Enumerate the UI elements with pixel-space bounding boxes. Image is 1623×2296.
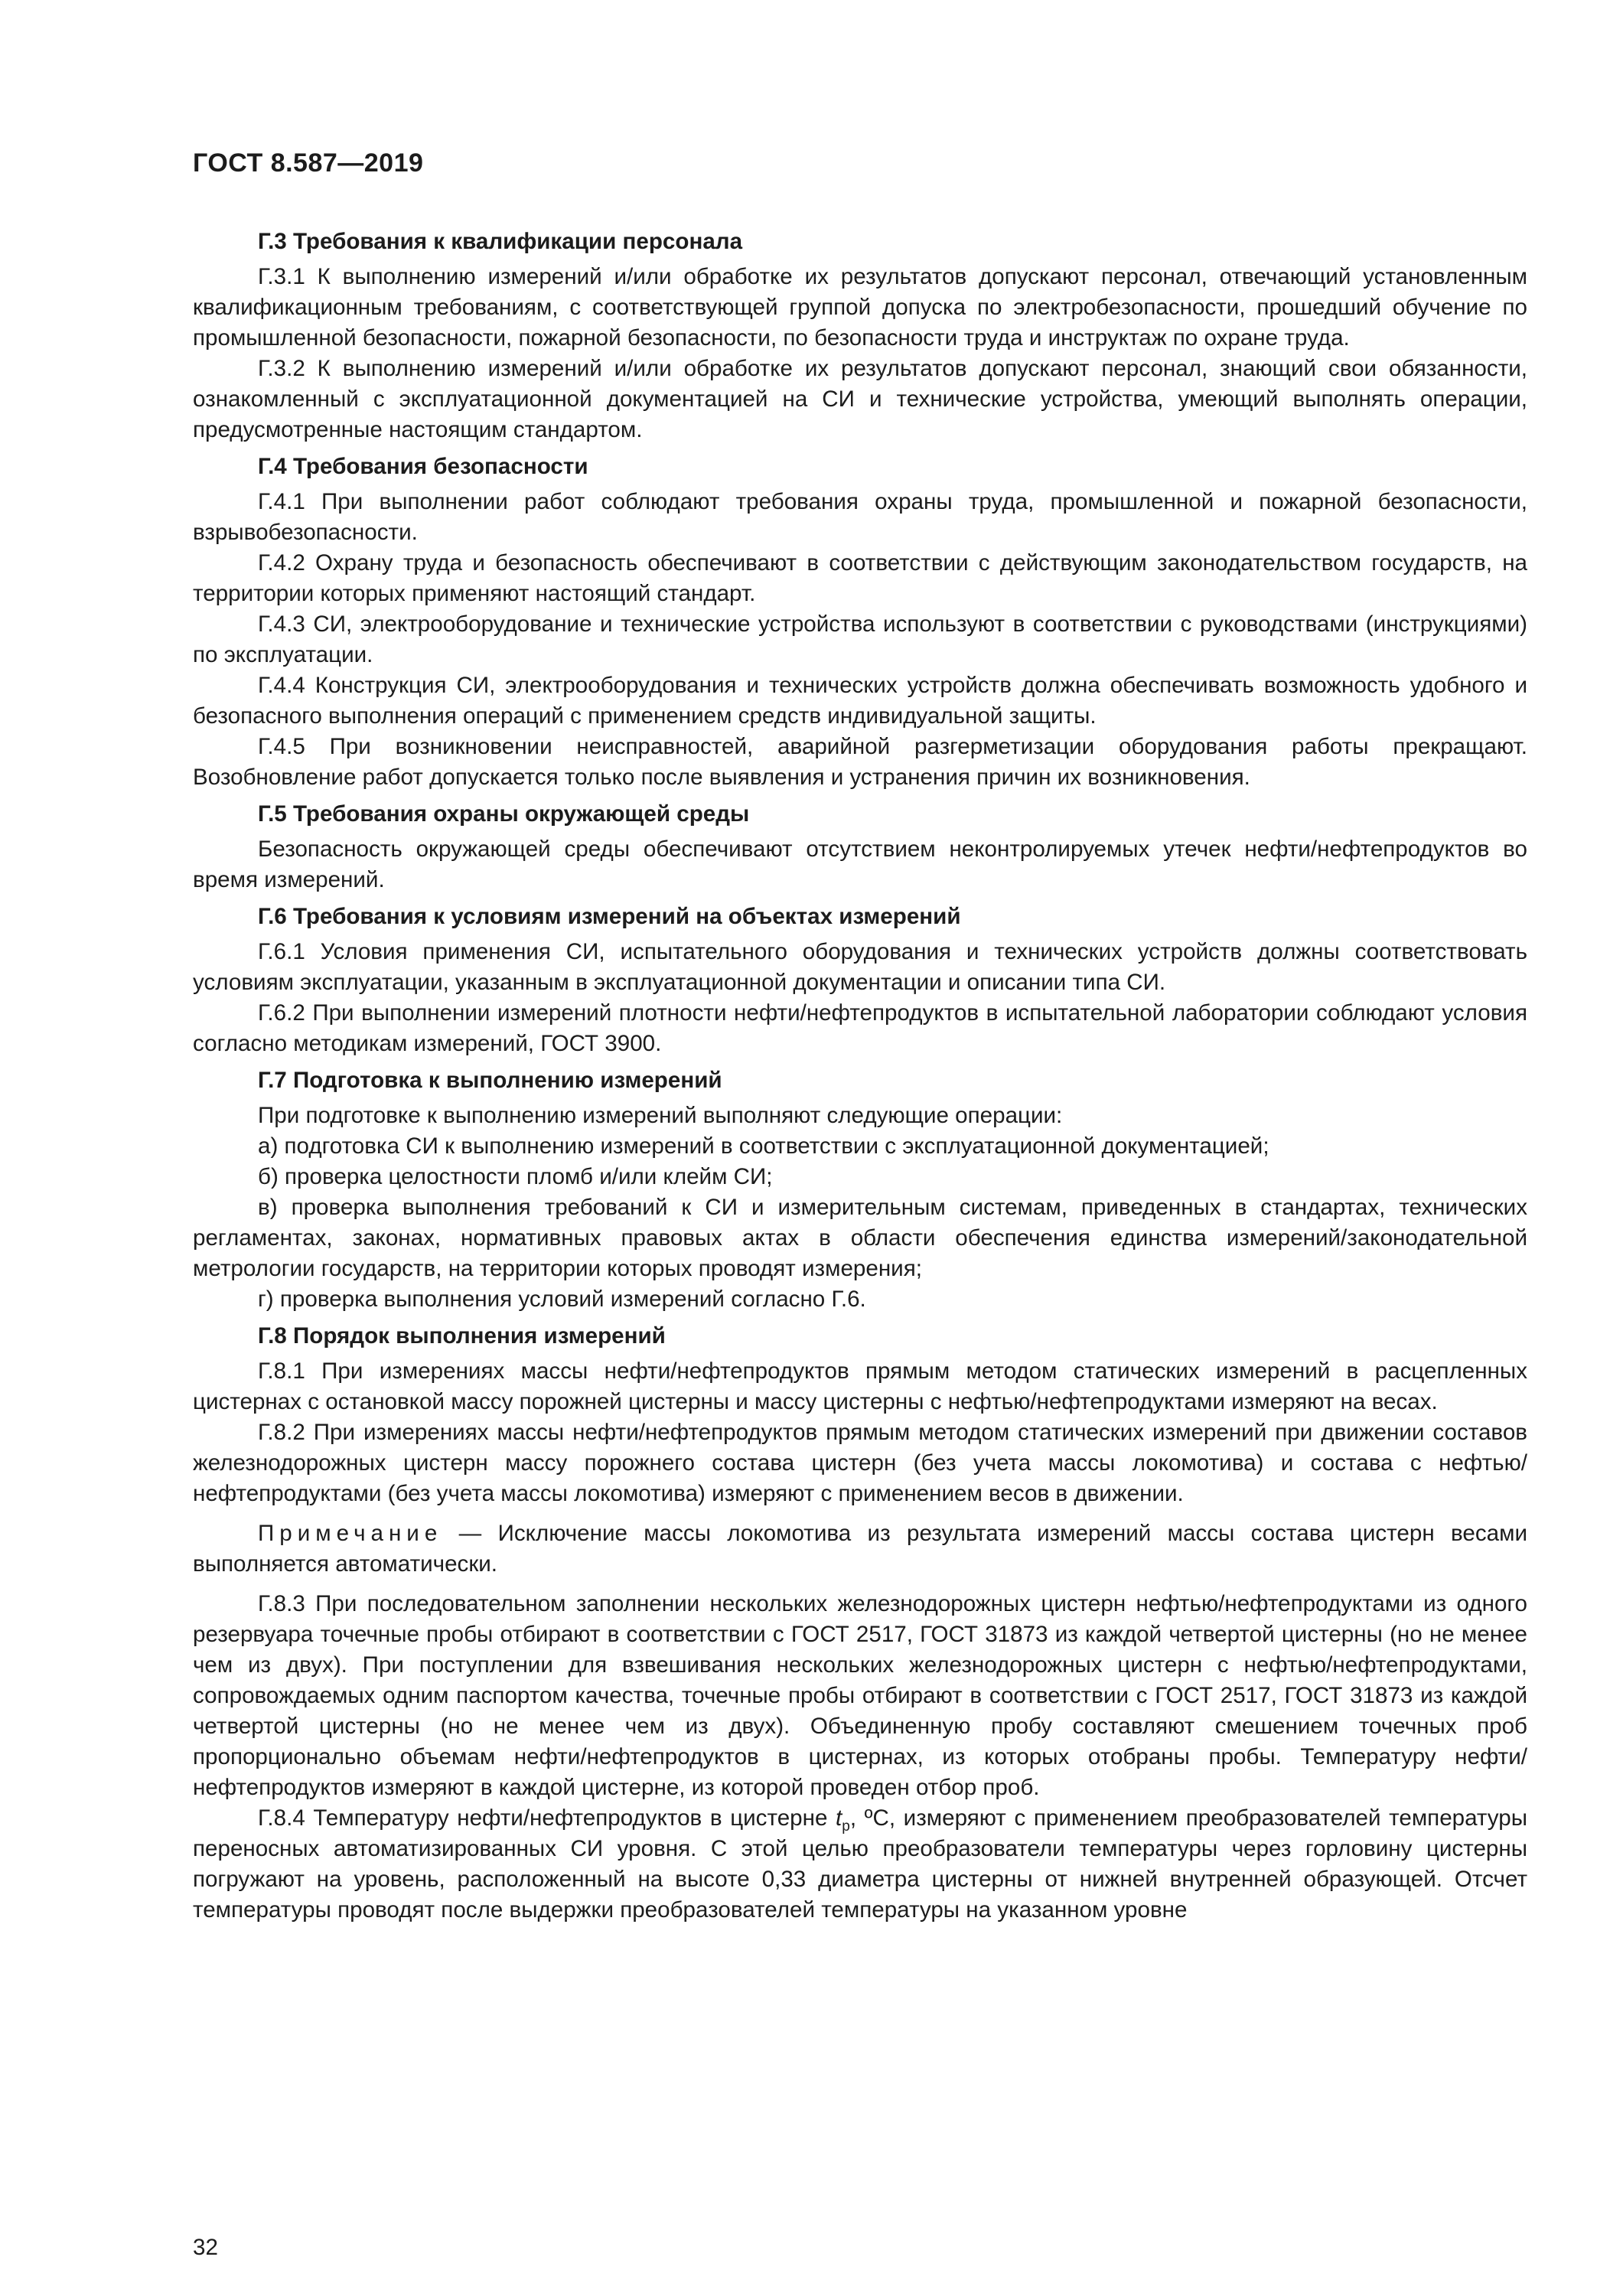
paragraph-g3-1: Г.3.1 К выполнению измерений и/или обработке их результатов допускают персонал, отвечающий установленным квалификационным требованиям, с соответствующей группой допуска по электробезопасности, прошедший обучение по промышленной безопасности, пожарной безопасности, по безопасности труда и инструктаж по охране труда. (193, 264, 1527, 351)
section-g8-heading: Г.8 Порядок выполнения измерений (258, 1323, 666, 1349)
paragraph-g8-4-end: , ºС, измеряют с применением преобразователей температуры переносных автоматизированных СИ уровня. С этой целью преобразователи температуры через горловину цистерны погружают на уровень, расположенный на высоте 0,33 диаметра цистерны от нижней внутренней образующей. Отсчет температуры проводят после выдержки преобразователей температуры на указанном уровне (193, 1805, 1528, 1923)
paragraph-g8-1: Г.8.1 При измерениях массы нефти/нефтепродуктов прямым методом статических измерений в расцепленных цистернах с остановкой массу порожней цистерны и массу цистерны с нефтью/нефтепродуктами измеряют на весах. (193, 1358, 1527, 1414)
section-g6-heading: Г.6 Требования к условиям измерений на объектах измерений (258, 904, 961, 929)
paragraph-g6-1: Г.6.1 Условия применения СИ, испытательного оборудования и технических устройств должны соответствовать условиям эксплуатации, указанным в эксплуатационной документации и описании типа СИ. (193, 939, 1527, 995)
paragraph-g7-intro: При подготовке к выполнению измерений выполняют следующие операции: (258, 1103, 1063, 1128)
paragraph-g8-4 (193, 1803, 1527, 1926)
note (193, 1518, 1527, 1580)
section-g5-heading: Г.5 Требования охраны окружающей среды (258, 801, 750, 827)
list-item-b: б) проверка целостности пломб и/или клейм СИ; (258, 1164, 773, 1189)
document-header: ГОСТ 8.587—2019 (193, 148, 424, 178)
paragraph-g4-4: Г.4.4 Конструкция СИ, электрооборудования и технических устройств должна обеспечивать возможность удобного и безопасного выполнения операций с применением средств индивидуальной защиты. (193, 673, 1527, 729)
paragraph-g4-3: Г.4.3 СИ, электрооборудование и технические устройства используют в соответствии с руководствами (инструкциями) по эксплуатации. (193, 612, 1527, 667)
paragraph-g3-2: Г.3.2 К выполнению измерений и/или обработке их результатов допускают персонал, знающий свои обязанности, ознакомленный с эксплуатационной документацией на СИ и технические устройства, умеющий выполнять операции, предусмотренные настоящим стандартом. (193, 356, 1527, 442)
paragraph-g8-2: Г.8.2 При измерениях массы нефти/нефтепродуктов прямым методом статических измерений при движении составов железнодорожных цистерн массу порожнего состава цистерн (без учета массы локомотива) и состава с нефтью/нефтепродуктами (без учета массы локомотива) измеряют с применением весов в движении. (193, 1420, 1527, 1506)
list-item-a: а) подготовка СИ к выполнению измерений в соответствии с эксплуатационной документацией; (258, 1133, 1269, 1159)
paragraph-g4-2: Г.4.2 Охрану труда и безопасность обеспечивают в соответствии с действующим законодательством государств, на территории которых применяют настоящий стандарт. (193, 550, 1527, 606)
paragraph-g6-2: Г.6.2 При выполнении измерений плотности нефти/нефтепродуктов в испытательной лаборатории соблюдают условия согласно методикам измерений, ГОСТ 3900. (193, 1000, 1527, 1056)
temperature-subscript: р (842, 1818, 850, 1835)
paragraph-g8-3: Г.8.3 При последовательном заполнении нескольких железнодорожных цистерн нефтью/нефтепродуктами из одного резервуара точечные пробы отбирают в соответствии с ГОСТ 2517, ГОСТ 31873 из каждой четвертой цистерны (но не менее чем из двух). При поступлении для взвешивания нескольких железнодорожных цистерн с нефтью/нефтепродуктами, сопровождаемых одним паспортом качества, точечные пробы отбирают в соответствии с ГОСТ 2517, ГОСТ 31873 из каждой четвертой цистерны (но не менее чем из двух). Объединенную пробу составляют смешением точечных проб пропорционально объемам нефти/нефтепродуктов в цистернах, из которых отобраны пробы. Температуру нефти/нефтепродуктов измеряют в каждой цистерне, из которой проведен отбор проб. (193, 1591, 1527, 1800)
temperature-symbol: t (836, 1805, 842, 1831)
section-g7-heading: Г.7 Подготовка к выполнению измерений (258, 1068, 722, 1093)
page-number: 32 (193, 2235, 218, 2260)
paragraph-g4-5: Г.4.5 При возникновении неисправностей, аварийной разгерметизации оборудования работы прекращают. Возобновление работ допускается только после выявления и устранения причин их возникновения. (193, 734, 1527, 790)
document-body (193, 220, 1527, 1926)
paragraph-g5-1: Безопасность окружающей среды обеспечивают отсутствием неконтролируемых утечек нефти/нефтепродуктов во время измерений. (193, 837, 1527, 892)
list-item-g: г) проверка выполнения условий измерений согласно Г.6. (258, 1287, 866, 1312)
paragraph-g4-1: Г.4.1 При выполнении работ соблюдают требования охраны труда, промышленной и пожарной безопасности, взрывобезопасности. (193, 489, 1527, 545)
list-item-v: в) проверка выполнения требований к СИ и измерительным системам, приведенных в стандартах, технических регламентах, законах, нормативных правовых актах в области обеспечения единства измерений/законодательной метрологии государств, на территории которых проводят измерения; (193, 1195, 1527, 1281)
note-label: Примечание (258, 1521, 443, 1546)
note-text: — Исключение массы локомотива из результата измерений массы состава цистерн весами выполняется автоматически. (193, 1521, 1527, 1577)
paragraph-g8-4-start: Г.8.4 Температуру нефти/нефтепродуктов в цистерне (258, 1805, 836, 1831)
section-g4-heading: Г.4 Требования безопасности (258, 454, 588, 479)
section-g3-heading: Г.3 Требования к квалификации персонала (258, 229, 743, 254)
